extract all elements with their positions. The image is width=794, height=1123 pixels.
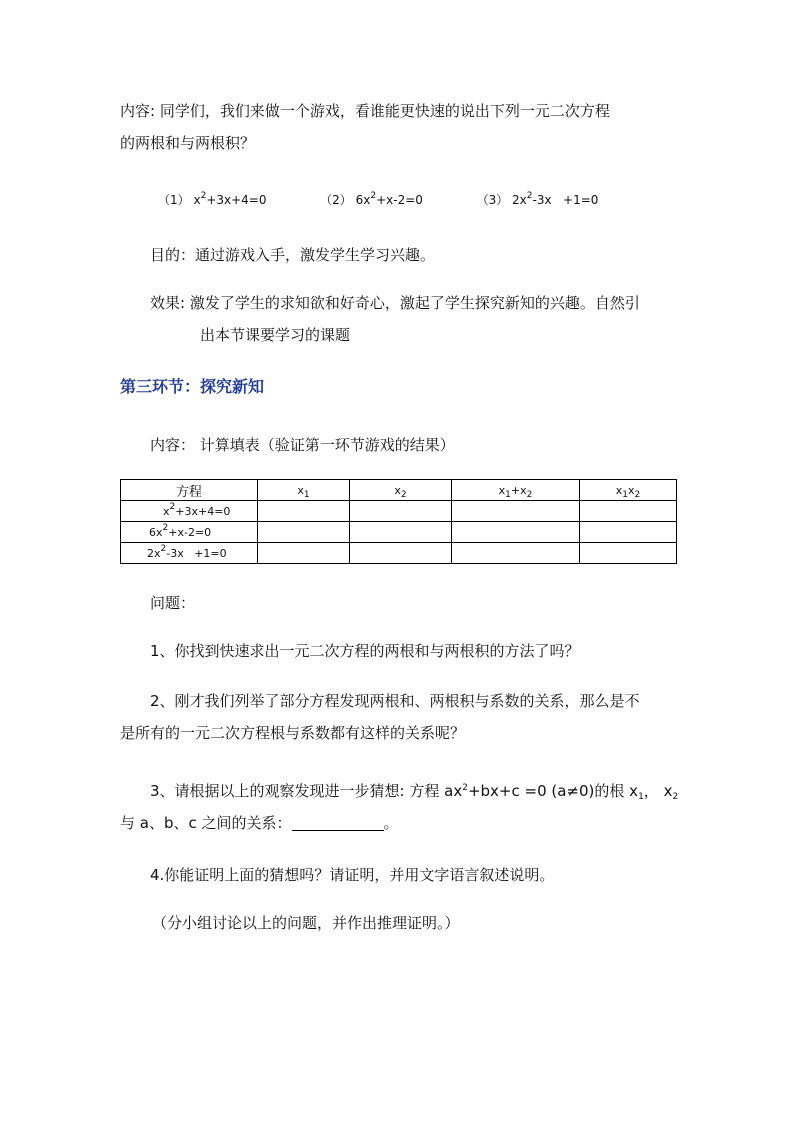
question-3-end: 。 [383,814,399,832]
effect-line1: 效果: 激发了学生的求知欲和好奇心，激起了学生探究新知的兴趣。自然引 [150,294,640,312]
cell-x2[interactable] [350,543,452,564]
cell-sum[interactable] [452,522,580,543]
root-x1: $x_1$ [629,782,644,802]
cell-product[interactable] [580,501,677,522]
root-x2: $x_2$ [658,782,679,802]
question-1: 1、你找到快速求出一元二次方程的两根和与两根积的方法了吗？ [150,642,580,660]
question-3-line1: 3、请根据以上的观察发现进一步猜想: 方程 $ax^2+bx+c =0$ (a≠0)的根 $x_1$， $x_2$ [150,782,679,802]
question-2-line1: 2、刚才我们列举了部分方程发现两根和、两根积与系数的关系，那么是不 [150,692,640,710]
equation-list [158,183,718,217]
eq3: $2x^2-3x +1=0$ [512,191,599,207]
question-3-line2 [120,806,680,840]
header-product: $x_1x_2$ [580,480,677,501]
question-2-line2: 是所有的一元二次方程根与系数都有这样的关系呢？ [120,724,466,742]
question-4: 4.你能证明上面的猜想吗？请证明，并用文字语言叙述说明。 [150,866,555,884]
eq3-label: （3） [476,193,509,207]
question-3-prefix: 3、请根据以上的观察发现进一步猜想: 方程 [150,782,445,800]
cell-x2[interactable] [350,501,452,522]
header-x2: $x_2$ [350,480,452,501]
calc-table [120,479,677,564]
cell-x1[interactable] [258,522,350,543]
row-equation: $6x^2+x-2=0$ [121,522,258,543]
section-heading: 第三环节：探究新知 [120,377,265,396]
cell-product[interactable] [580,543,677,564]
row-equation: $2x^2-3x +1=0$ [121,543,258,564]
table-row [121,501,677,522]
header-x1: $x_1$ [258,480,350,501]
purpose: 目的：通过游戏入手，激发学生学习兴趣。 [150,246,436,264]
table-header-row [121,480,677,501]
questions-label: 问题： [150,594,196,612]
effect-line2: 出本节课要学习的课题 [200,326,351,344]
cell-product[interactable] [580,522,677,543]
table-row [121,543,677,564]
group-note: （分小组讨论以上的问题，并作出推理证明。） [152,914,460,932]
header-equation: 方程 [121,480,258,501]
eq2: $6x^2+x-2=0$ [355,191,423,207]
question-3-line2-prefix: 与 a、b、c 之间的关系： [120,814,292,832]
general-equation: $ax^2+bx+c =0$ [444,782,547,800]
eq1: $x^2+3x+4=0$ [193,191,267,207]
cell-sum[interactable] [452,501,580,522]
cell-x1[interactable] [258,501,350,522]
eq2-label: （2） [320,193,352,207]
cell-x2[interactable] [350,522,452,543]
section-content: 内容： 计算填表（验证第一环节游戏的结果） [150,436,455,454]
eq1-label: （1） [158,193,190,207]
header-sum: $x_1+x_2$ [452,480,580,501]
answer-blank[interactable] [292,816,384,831]
cell-x1[interactable] [258,543,350,564]
intro-content-line2: 的两根和与两根积？ [120,134,256,152]
intro-content-line1: 内容: 同学们，我们来做一个游戏，看谁能更快速的说出下列一元二次方程 [120,102,610,120]
row-equation: $x^2+3x+4=0$ [121,501,258,522]
table-row [121,522,677,543]
cell-sum[interactable] [452,543,580,564]
question-3-suffix: (a≠0)的根 [546,782,630,800]
